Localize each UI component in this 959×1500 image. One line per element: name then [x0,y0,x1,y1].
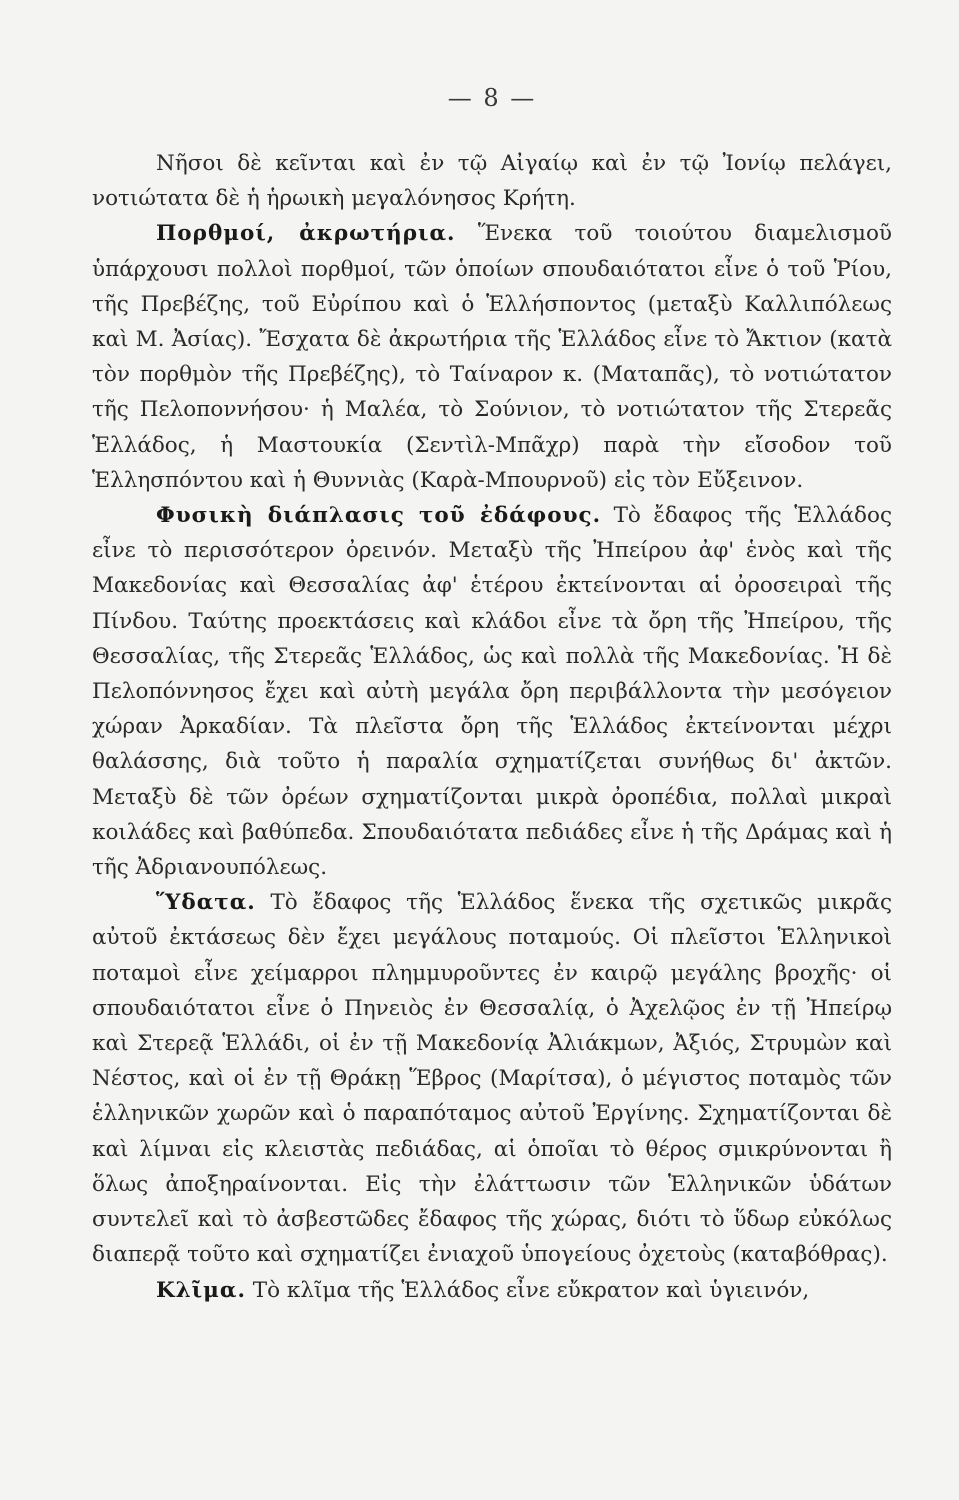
paragraph-terrain [92,498,892,885]
paragraph-straits-capes [92,216,892,498]
paragraph-islands [92,146,892,216]
section-heading: Ὕδατα. [156,890,256,916]
paragraph-text: Νῆσοι δὲ κεῖνται καὶ ἐν τῷ Αἰγαίῳ καὶ ἐν τῷ Ἰονίῳ πελάγει, νοτιώτατα δὲ ἡ ἡρωικὴ μεγαλόνησος Κρήτη. [92,151,892,212]
document-page [92,84,892,1464]
paragraph-text: Ἕνεκα τοῦ τοιούτου διαμελισμοῦ ὑπάρχουσι πολλοὶ πορθμοί, τῶν ὁποίων σπουδαιότατοι εἶνε ὁ τοῦ Ῥίου, τῆς Πρεβέζης, τοῦ Εὐρίπου καὶ ὁ Ἑλλήσποντος (μεταξὺ Καλλιπόλεως καὶ Μ. Ἀσίας). Ἔσχατα δὲ ἀκρωτήρια τῆς Ἑλλάδος εἶνε τὸ Ἄκτιον (κατὰ τὸν πορθμὸν τῆς Πρεβέζης), τὸ Ταίναρον κ. (Ματαπᾶς), τὸ νοτιώτατον τῆς Πελοποννήσου· ἡ Μαλέα, τὸ Σούνιον, τὸ νοτιώτατον τῆς Στερεᾶς Ἑλλάδος, ἡ Μαστουκία (Σεντὶλ-Μπᾶχρ) παρὰ τὴν εἴσοδον τοῦ Ἑλλησπόντου καὶ ἡ Θυννιὰς (Καρὰ-Μπουρνοῦ) εἰς τὸν Εὔξεινον. [92,221,892,493]
paragraph-waters [92,885,892,1272]
paragraph-text: Τὸ ἔδαφος τῆς Ἑλλάδος εἶνε τὸ περισσότερον ὀρεινόν. Μεταξὺ τῆς Ἠπείρου ἀφ' ἑνὸς καὶ τῆς Μακεδονίας καὶ Θεσσαλίας ἀφ' ἑτέρου ἐκτείνονται αἱ ὀροσειραὶ τῆς Πίνδου. Ταύτης προεκτάσεις καὶ κλάδοι εἶνε τὰ ὄρη τῆς Ἠπείρου, τῆς Θεσσαλίας, τῆς Στερεᾶς Ἑλλάδος, ὡς καὶ πολλὰ τῆς Μακεδονίας. Ἡ δὲ Πελοπόννησος ἔχει καὶ αὐτὴ μεγάλα ὄρη περιβάλλοντα τὴν μεσόγειον χώραν Ἀρκαδίαν. Τὰ πλεῖστα ὄρη τῆς Ἑλλάδος ἐκτείνονται μέχρι θαλάσσης, διὰ τοῦτο ἡ παραλία σχηματίζεται συνήθως δι' ἀκτῶν. Μεταξὺ δὲ τῶν ὀρέων σχηματίζονται μικρὰ ὀροπέδια, πολλαὶ μικραὶ κοιλάδες καὶ βαθύπεδα. Σπουδαιότατα πεδιάδες εἶνε ἡ τῆς Δράμας καὶ ἡ τῆς Ἀδριανουπόλεως. [92,503,892,881]
section-heading: Κλῖμα. [156,1277,246,1303]
section-heading: Φυσικὴ διάπλασις τοῦ ἐδάφους. [156,503,602,529]
paragraph-text: Τὸ ἔδαφος τῆς Ἑλλάδος ἕνεκα τῆς σχετικῶς μικρᾶς αὐτοῦ ἐκτάσεως δὲν ἔχει μεγάλους ποταμούς. Οἱ πλεῖστοι Ἑλληνικοὶ ποταμοὶ εἶνε χείμαρροι πλημμυροῦντες ἐν καιρῷ μεγάλης βροχῆς· οἱ σπουδαιότατοι εἶνε ὁ Πηνειὸς ἐν Θεσσαλίᾳ, ὁ Ἀχελῷος ἐν τῇ Ἠπείρῳ καὶ Στερεᾷ Ἑλλάδι, οἱ ἐν τῇ Μακεδονίᾳ Ἀλιάκμων, Ἀξιός, Στρυμὼν καὶ Νέστος, καὶ οἱ ἐν τῇ Θράκῃ Ἕβρος (Μαρίτσα), ὁ μέγιστος ποταμὸς τῶν ἑλληνικῶν χωρῶν καὶ ὁ παραπόταμος αὐτοῦ Ἐργίνης. Σχηματίζονται δὲ καὶ λίμναι εἰς κλειστὰς πεδιάδας, αἱ ὁποῖαι τὸ θέρος σμικρύνονται ἢ ὅλως ἀποξηραίνονται. Εἰς τὴν ἐλάττωσιν τῶν Ἑλληνικῶν ὑδάτων συντελεῖ καὶ τὸ ἀσβεστῶδες ἔδαφος τῆς χώρας, διότι τὸ ὕδωρ εὐκόλως διαπερᾷ τοῦτο καὶ σχηματίζει ἐνιαχοῦ ὑπογείους ὀχετοὺς (καταβόθρας). [92,890,892,1268]
paragraph-climate [92,1273,892,1308]
page-number: — 8 — [447,84,537,112]
section-heading: Πορθμοί, ἀκρωτήρια. [156,221,456,247]
paragraph-text: Τὸ κλῖμα τῆς Ἑλλάδος εἶνε εὔκρατον καὶ ὑγιεινόν, [252,1277,810,1303]
